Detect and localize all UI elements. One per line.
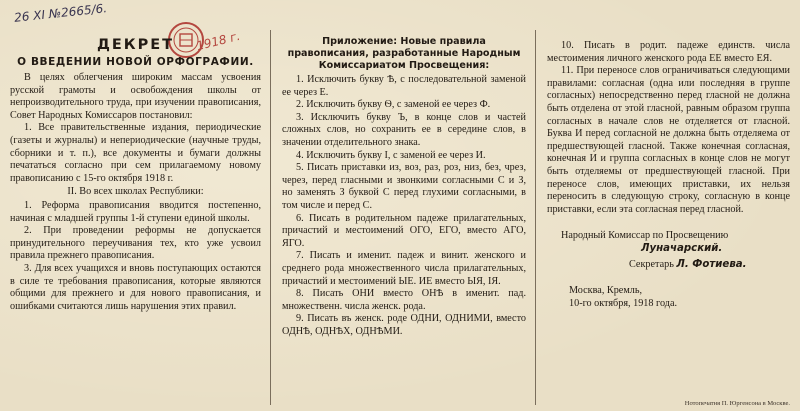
rule-item: 6. Писать в родительном падеже прилагательных, причастий и местоимений ОГО, ЕГО, вместо АГО, ЯГО.: [282, 212, 526, 249]
commissar-title: Народный Комиссар по Просвещению: [561, 230, 729, 242]
rule-item: 7. Писать и именит. падеж и винит. женского и среднего рода множественного числа прилагательных, причастий и местоимений ЫЕ. ИЕ вместо ЫЯ, ІЯ.: [282, 250, 526, 287]
rule-item: 8. Писать ОНИ вместо ОНѢ в именит. пад. множественн. числа женск. рода.: [282, 288, 526, 312]
rule-item: 11. При переносе слов ограничиваться следующими правилами: согласная (одна или последняя в группе согласных) непосредственно перед гласной не должна быть отделена от этой гласной, равным образом группа согласных в начале слов не отделяется от гласной. Буква И перед согласной не должна быть отделяема от предшествующей гласной. Также конечная согласная, конечная И и группа согласных в конце слов не могут быть отделяемы от предшествующей гласной. При переносе слов, имеющих приставки, их нельзя переносить в следующую строку, согласную в конце приставки, если эта согласная перед гласной.: [547, 65, 790, 215]
decree-column: [0, 0, 270, 411]
rule-item: 2. Исключить букву Ѳ, с заменой ее через Ф.: [296, 99, 491, 111]
stamp-handwritten-year: 1918 г.: [194, 28, 242, 54]
secretary-signature: Л. Фотиева.: [676, 258, 747, 270]
rule-item: 4. Исключить букву I, с заменой ее через И.: [296, 149, 486, 161]
rule-item: 3. Исключить букву Ъ, в конце слов и частей сложных слов, но сохранить ее в середине слов, в значении отделительного знака.: [282, 111, 526, 148]
decree-section-heading: II. Во всех школах Республики:: [67, 186, 204, 198]
rules-and-signatures-column: [537, 0, 800, 411]
place-line: Москва, Кремль,: [569, 285, 643, 297]
appendix-column: [272, 0, 534, 411]
printer-imprint: Нотопечатня П. Юргенсона в Москве.: [684, 400, 790, 407]
date-line: 10-го октября, 1918 года.: [569, 297, 678, 309]
commissar-signature: Луначарский.: [641, 242, 723, 254]
decree-paragraph: 3. Для всех учащихся и вновь поступающих остаются в силе те требования правописания, которые являются общими для прежнего и для нового правописания, и ошибками считаются лишь нарушения этих правил.: [10, 262, 261, 312]
rule-item: 9. Писать въ женск. роде ОДНИ, ОДНИМИ, вместо ОДНѢ, ОДНѢХ, ОДНѢМИ.: [282, 313, 526, 337]
decree-paragraph: 2. При проведении реформы не допускается принудительного переучивания тех, кто уже усвоил правила прежнего правописания.: [10, 225, 261, 262]
secretary-label: Секретарь: [629, 258, 674, 270]
column-divider: [270, 30, 271, 405]
decree-paragraph: 1. Все правительственные издания, периодические (газеты и журналы) и непериодические (научные труды, сборники и т. п.), все документы и бумаги должны печататься согласно при сем прилагаемому новому правописанию с 15-го октября 1918 г.: [10, 122, 261, 184]
decree-paragraph: 1. Реформа правописания вводится постепенно, начиная с младшей группы 1-й ступени единой школы.: [10, 199, 261, 224]
decree-title: ДЕКРЕТ: [96, 37, 175, 53]
rule-item: 5. Писать приставки из, воз, раз, роз, низ, без, чрез, через, перед гласными и звонкими согласными С и З, но заменять З буквой С перед глухими согласными, в том числе и перед С.: [282, 162, 526, 211]
archive-handwritten-note: 26 XI №2665/6.: [13, 1, 108, 25]
rule-item: 1. Исключить букву Ѣ, с последовательной заменой ее через Е.: [282, 74, 526, 98]
rule-item: 10. Писать в родит. падеже единств. числа местоимения личного женского рода ЕЕ вместо ЕЯ.: [547, 40, 790, 64]
appendix-title: Приложение: Новые правила правописания, разработанные Народным Комиссариатом Просвещения:: [287, 36, 521, 71]
decree-subtitle: О ВВЕДЕНИИ НОВОЙ ОРФОГРАФИИ.: [17, 56, 254, 68]
secretary-line: [547, 259, 790, 272]
column-divider: [535, 30, 536, 405]
decree-preamble: В целях облегчения широким массам усвоения русской грамоты и освобождения школы от непроизводительного труда, при изучении правописания, Совет Народных Комиссаров постановил:: [10, 72, 261, 121]
